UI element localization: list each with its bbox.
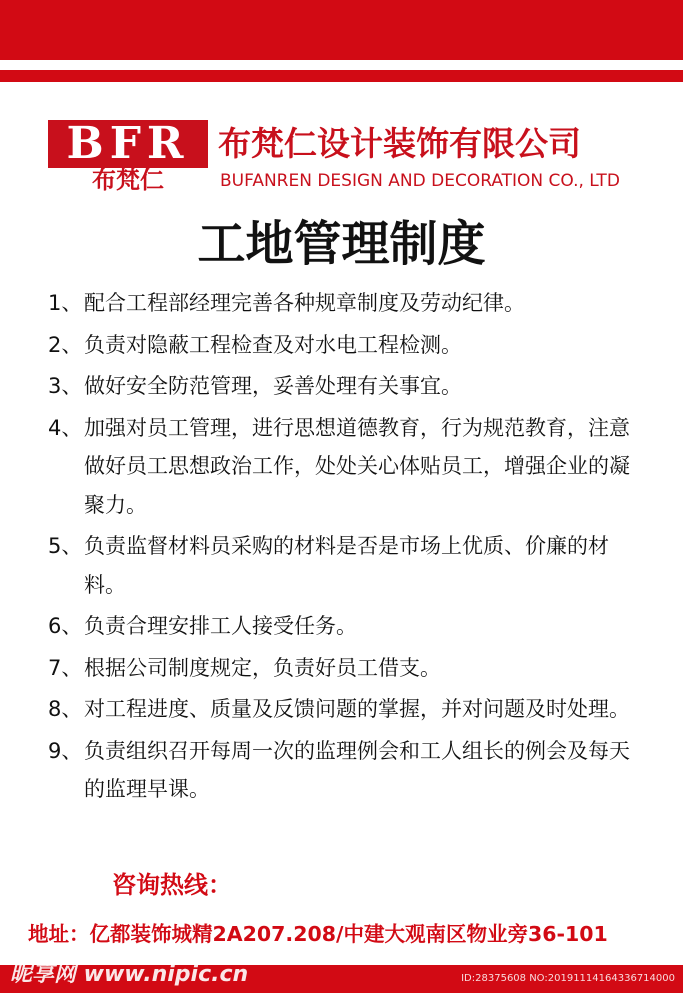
rule-number: 6、 [48,614,83,638]
rule-item [48,409,648,525]
rule-item [48,284,648,323]
rule-item [48,690,648,729]
rule-item [48,649,648,688]
page-title: 工地管理制度 [197,216,486,272]
rule-item [48,732,648,809]
rule-number: 4、 [48,415,83,440]
watermark-id: ID:28375608 NO:20191114164336714000 [461,973,675,984]
rule-number: 9、 [48,738,83,763]
rule-number: 7、 [48,655,83,680]
rule-number: 8、 [48,697,83,721]
hotline-label: 咨询热线： [112,871,232,899]
rule-text: 负责监督材料员采购的材料是否是市场上优质、价廉的材料。 [84,534,609,597]
rule-item [48,607,648,646]
company-name-cn: 布梵仁设计装饰有限公司 [218,124,581,163]
address-text: 地址：亿都装饰城精2A207.208/中建大观南区物业旁36-101 [28,922,608,946]
rule-text: 负责对隐蔽工程检查及对水电工程检测。 [84,332,462,357]
rules-list [48,284,648,812]
rule-text: 做好安全防范管理，妥善处理有关事宜。 [84,374,462,398]
rule-item [48,326,648,365]
rule-number: 3、 [48,374,83,398]
logo-chinese-name: 布梵仁 [92,166,164,194]
rule-number: 1、 [48,291,83,315]
top-red-band [0,0,683,60]
rule-text: 负责合理安排工人接受任务。 [84,614,357,638]
rule-item [48,367,648,406]
rule-text: 加强对员工管理，进行思想道德教育，行为规范教育，注意做好员工思想政治工作，处处关心体贴员工，增强企业的凝聚力。 [84,415,630,517]
bfr-logo: BFR [48,120,208,168]
rule-number: 2、 [48,332,83,357]
rule-text: 配合工程部经理完善各种规章制度及劳动纪律。 [84,291,525,315]
watermark-text: 昵享网 www.nipic.cn [10,962,249,987]
rule-text: 负责组织召开每周一次的监理例会和工人组长的例会及每天的监理早课。 [84,738,630,801]
top-red-stripe [0,70,683,82]
rule-text: 根据公司制度规定，负责好员工借支。 [84,655,441,680]
rule-item [48,527,648,604]
rule-text: 对工程进度、质量及反馈问题的掌握，并对问题及时处理。 [84,697,630,721]
company-name-en: BUFANREN DESIGN AND DECORATION CO., LTD [220,171,620,191]
rule-number: 5、 [48,534,83,558]
